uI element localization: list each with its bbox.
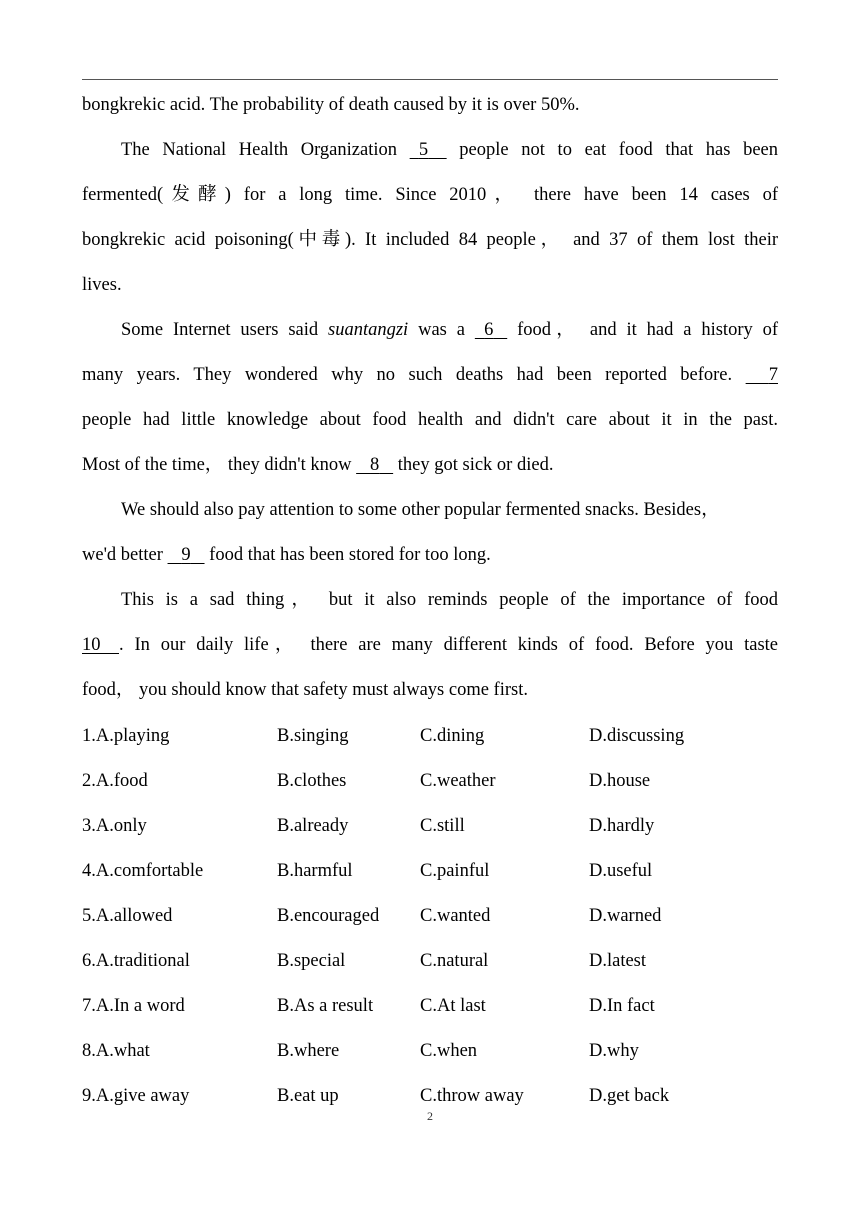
option-d[interactable]: D.useful (589, 861, 653, 881)
passage-line: 10 . In our daily life， there are many different kinds of food. Before you taste (82, 623, 778, 668)
option-a[interactable]: 3.A.only (82, 816, 147, 836)
option-c[interactable]: C.still (420, 816, 465, 836)
option-d[interactable]: D.get back (589, 1086, 670, 1106)
option-b[interactable]: B.where (277, 1041, 340, 1061)
option-c[interactable]: C.wanted (420, 906, 491, 926)
option-c[interactable]: C.throw away (420, 1086, 524, 1106)
passage (82, 83, 778, 713)
option-row (82, 759, 778, 804)
option-a[interactable]: 1.A.playing (82, 726, 170, 746)
option-row (82, 984, 778, 1029)
option-d[interactable]: D.In fact (589, 996, 655, 1016)
page-number: 2 (427, 1109, 433, 1123)
passage-line: We should also pay attention to some other popular fermented snacks. Besides， (121, 500, 720, 520)
option-row (82, 714, 778, 759)
italic-term: suantangzi (328, 320, 409, 340)
passage-line: This is a sad thing， but it also reminds people of the importance of food (121, 590, 778, 610)
option-d[interactable]: D.discussing (589, 726, 685, 746)
option-d[interactable]: D.house (589, 771, 651, 791)
option-row (82, 1029, 778, 1074)
passage-line: many years. They wondered why no such deaths had been reported before. 7 (82, 353, 778, 398)
blank-5: 5 (418, 140, 429, 160)
option-b[interactable]: B.harmful (277, 861, 353, 881)
option-b[interactable]: B.clothes (277, 771, 347, 791)
option-c[interactable]: C.At last (420, 996, 486, 1016)
passage-line: we'd better 9 food that has been stored for too long. (82, 533, 778, 578)
passage-line: food， you should know that safety must always come first. (82, 680, 528, 700)
option-b[interactable]: B.special (277, 951, 346, 971)
passage-line: Some Internet users said suantangzi was a 6 food， and it had a history of (82, 308, 778, 353)
option-c[interactable]: C.painful (420, 861, 490, 881)
passage-line: lives. (82, 275, 122, 295)
blank-7: 7 (768, 365, 778, 385)
option-c[interactable]: C.dining (420, 726, 485, 746)
option-a[interactable]: 5.A.allowed (82, 906, 173, 926)
option-b[interactable]: B.eat up (277, 1086, 339, 1106)
option-d[interactable]: D.latest (589, 951, 647, 971)
option-a[interactable]: 6.A.traditional (82, 951, 190, 971)
passage-line: bongkrekic acid. The probability of death caused by it is over 50%. (82, 95, 580, 115)
passage-line: fermented(发酵) for a long time. Since 2010， there have been 14 cases of (82, 185, 778, 205)
option-a[interactable]: 8.A.what (82, 1041, 150, 1061)
blank-8: 8 (370, 455, 380, 475)
option-row (82, 804, 778, 849)
blank-6: 6 (484, 320, 494, 340)
passage-line: The National Health Organization 5 people not to eat food that has been (82, 128, 778, 173)
option-row (82, 894, 778, 939)
option-b[interactable]: B.As a result (277, 996, 374, 1016)
option-a[interactable]: 4.A.comfortable (82, 861, 204, 881)
option-c[interactable]: C.when (420, 1041, 478, 1061)
passage-line: people had little knowledge about food health and didn't care about it in the past. (82, 410, 778, 430)
option-row (82, 939, 778, 984)
passage-line: Most of the time， they didn't know 8 they got sick or died. (82, 443, 778, 488)
blank-9: 9 (181, 545, 191, 565)
option-b[interactable]: B.singing (277, 726, 349, 746)
option-b[interactable]: B.already (277, 816, 349, 836)
option-a[interactable]: 2.A.food (82, 771, 148, 791)
option-row (82, 849, 778, 894)
option-d[interactable]: D.warned (589, 906, 662, 926)
option-c[interactable]: C.weather (420, 771, 496, 791)
option-b[interactable]: B.encouraged (277, 906, 380, 926)
option-a[interactable]: 7.A.In a word (82, 996, 185, 1016)
passage-line: bongkrekic acid poisoning(中毒). It included 84 people， and 37 of them lost their (82, 230, 778, 250)
option-a[interactable]: 9.A.give away (82, 1086, 190, 1106)
header-rule (82, 79, 778, 80)
option-d[interactable]: D.why (589, 1041, 639, 1061)
option-d[interactable]: D.hardly (589, 816, 655, 836)
blank-10: 10 (82, 635, 101, 655)
option-c[interactable]: C.natural (420, 951, 489, 971)
